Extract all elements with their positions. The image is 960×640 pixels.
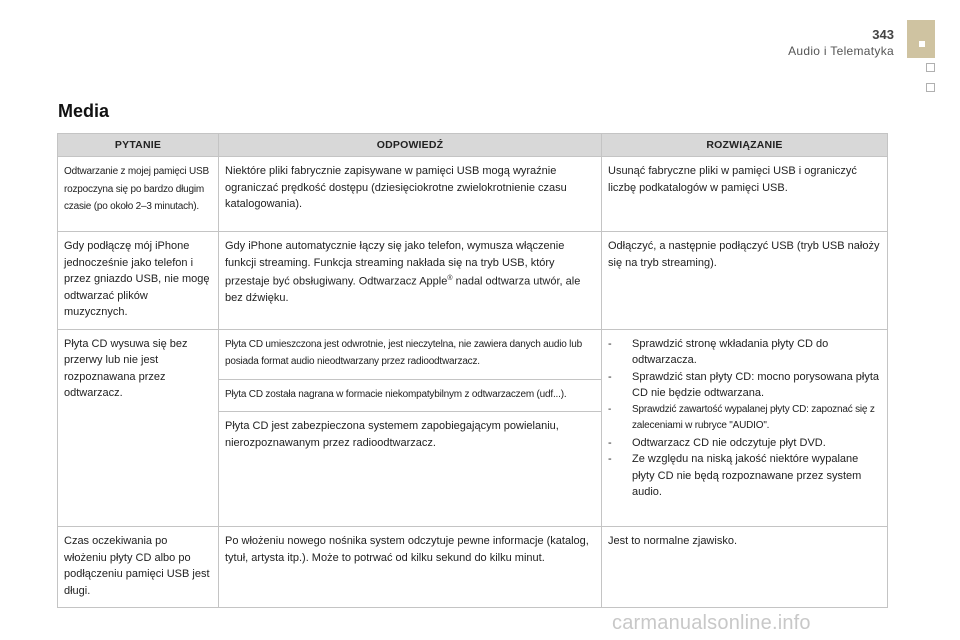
list-item: - Sprawdzić stan płyty CD: mocno porysowana płyta CD nie będzie odtwarzana. <box>608 369 881 402</box>
table-row <box>58 527 888 608</box>
list-item: - Odtwarzacz CD nie odczytuje płyt DVD. <box>608 435 881 452</box>
solution-cell: Odłączyć, a następnie podłączyć USB (tryb USB nałoży się na tryb streaming). <box>602 232 888 330</box>
answer-text: Płyta CD umieszczona jest odwrotnie, jest nieczytelna, nie zawiera danych audio lub posiada format audio nieodtwarzany przez radioodtwarzacz. <box>225 338 582 367</box>
solution-list <box>608 336 881 501</box>
answer-cell <box>219 379 602 412</box>
list-item: - Sprawdzić stronę wkładania płyty CD do odtwarzacza. <box>608 336 881 369</box>
section-name: Audio i Telematyka <box>788 44 894 58</box>
solution-cell: Usunąć fabryczne pliki w pamięci USB i ograniczyć liczbę podkatalogów w pamięci USB. <box>602 157 888 232</box>
answer-text: Płyta CD została nagrana w formacie niekompatybilnym z odtwarzaczem (udf...). <box>225 388 567 400</box>
question-cell: Płyta CD wysuwa się bez przerwy lub nie jest rozpoznawana przez odtwarzacz. <box>58 329 219 527</box>
list-item: - Ze względu na niską jakość niektóre wypalane płyty CD nie będą rozpoznawane przez system audio. <box>608 451 881 501</box>
list-item: - Sprawdzić zawartość wypalanej płyty CD: zapoznać się z zaleceniami w rubryce "AUDIO". <box>608 402 881 435</box>
column-header-question: PYTANIE <box>58 134 219 157</box>
answer-cell <box>219 232 602 330</box>
question-text: Odtwarzanie z mojej pamięci USB rozpoczyna się po bardzo długim czasie (po około 2–3 minutach). <box>64 166 209 212</box>
watermark: carmanualsonline.info <box>612 612 811 634</box>
table-header-row <box>58 134 888 157</box>
page-number: 343 <box>872 27 894 42</box>
table-row <box>58 232 888 330</box>
answer-cell <box>219 329 602 379</box>
nav-box-icon-1 <box>926 63 935 72</box>
chapter-tab <box>907 20 935 58</box>
answer-cell: Niektóre pliki fabrycznie zapisywane w pamięci USB mogą wyraźnie ograniczać prędkość dostępu (dziesięciokrotne zwielokrotnienie czasu katalogowania). <box>219 157 602 232</box>
answer-text: Gdy iPhone automatycznie łączy się jako telefon, wymusza włączenie funkcji streaming. Funkcja streaming nakłada się na tryb USB, który przestaje być obsługiwany. Odtwarzacz Apple <box>225 240 565 288</box>
table-row <box>58 157 888 232</box>
column-header-solution: ROZWIĄZANIE <box>602 134 888 157</box>
nav-box-icon-2 <box>926 83 935 92</box>
solution-cell <box>602 329 888 527</box>
answer-cell: Po włożeniu nowego nośnika system odczytuje pewne informacje (katalog, tytuł, artysta itp.). Może to potrwać od kilku sekund do kilku minut. <box>219 527 602 608</box>
page-title: Media <box>58 101 110 121</box>
tab-mark-icon <box>919 41 925 47</box>
troubleshooting-table <box>57 133 888 608</box>
column-header-answer: ODPOWIEDŹ <box>219 134 602 157</box>
solution-cell: Jest to normalne zjawisko. <box>602 527 888 608</box>
question-cell: Gdy podłączę mój iPhone jednocześnie jako telefon i przez gniazdo USB, nie mogę odtwarzać plików muzycznych. <box>58 232 219 330</box>
answer-text-end: nadal odtwarza utwór, ale bez dźwięku. <box>225 275 581 305</box>
question-cell <box>58 157 219 232</box>
table-row <box>58 329 888 379</box>
answer-cell: Płyta CD jest zabezpieczona systemem zapobiegającym powielaniu, nierozpoznawanym przez radioodtwarzacz. <box>219 412 602 527</box>
registered-mark: ® <box>447 275 453 282</box>
question-cell: Czas oczekiwania po włożeniu płyty CD albo po podłączeniu pamięci USB jest długi. <box>58 527 219 608</box>
